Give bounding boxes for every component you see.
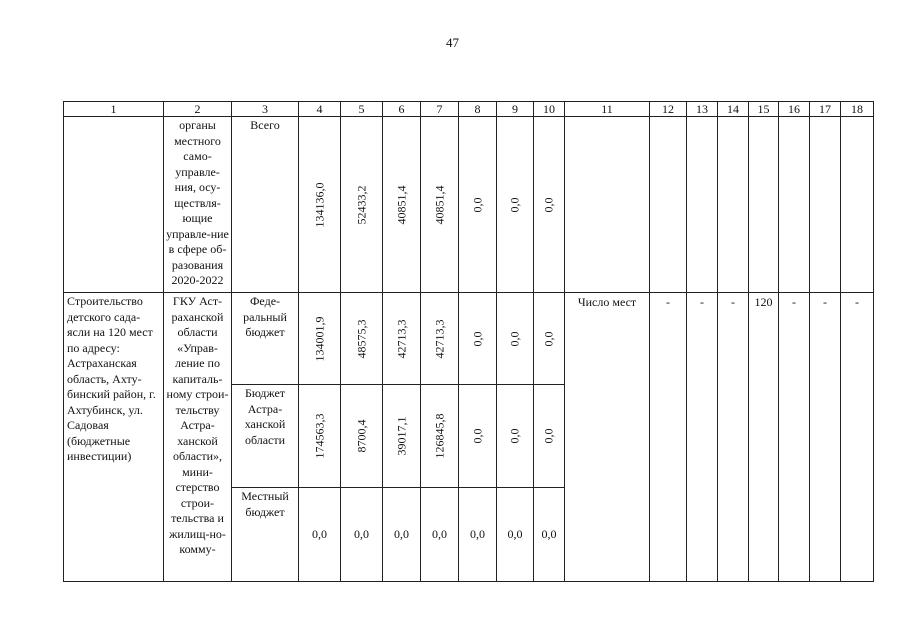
table-row: [64, 293, 874, 385]
header-cell: 8: [459, 102, 497, 117]
cell-value: 0,0: [341, 488, 383, 582]
header-cell: 1: [64, 102, 164, 117]
budget-table: [63, 101, 874, 582]
cell-indicator-value: 120: [749, 293, 779, 582]
cell-value: 0,0: [459, 385, 497, 488]
cell-value: 0,0: [459, 293, 497, 385]
cell-value: 42713,3: [421, 293, 459, 385]
cell-value: 0,0: [534, 117, 565, 293]
cell-source: Местный бюджет: [232, 488, 299, 582]
header-cell: 9: [497, 102, 534, 117]
header-cell: 13: [687, 102, 718, 117]
cell-empty: [687, 117, 718, 293]
cell-empty: [779, 117, 810, 293]
cell-value: 0,0: [534, 293, 565, 385]
cell-value: 48575,3: [341, 293, 383, 385]
cell-indicator-value: -: [687, 293, 718, 582]
cell-indicator-value: -: [841, 293, 874, 582]
header-cell: 2: [164, 102, 232, 117]
cell-indicator-value: -: [810, 293, 841, 582]
cell-empty: [64, 117, 164, 293]
cell-value: 134136,0: [299, 117, 341, 293]
page-number: 47: [446, 35, 459, 50]
cell-value: 0,0: [497, 385, 534, 488]
header-cell: 16: [779, 102, 810, 117]
cell-value: 42713,3: [383, 293, 421, 385]
cell-value: 134001,9: [299, 293, 341, 385]
cell-value: 0,0: [459, 488, 497, 582]
cell-value: 0,0: [534, 385, 565, 488]
header-row: [64, 102, 874, 117]
cell-source: Феде-ральный бюджет: [232, 293, 299, 385]
cell-source: Всего: [232, 117, 299, 293]
cell-object: Строительство детского сада-ясли на 120 мест по адресу: Астраханская область, Ахту-бинский район, г. Ахтубинск, ул. Садовая (бюджетные инвестиции): [64, 293, 164, 582]
cell-empty: [565, 117, 650, 293]
cell-empty: [841, 117, 874, 293]
cell-value: 0,0: [421, 488, 459, 582]
cell-value: 40851,4: [383, 117, 421, 293]
cell-empty: [810, 117, 841, 293]
cell-executor: органы местного само-управле-ния, осу-ществля-ющие управле-ние в сфере об-разования 2020-2022: [164, 117, 232, 293]
cell-empty: [749, 117, 779, 293]
cell-value: 174563,3: [299, 385, 341, 488]
cell-value: 126845,8: [421, 385, 459, 488]
header-cell: 12: [650, 102, 687, 117]
cell-value: 0,0: [497, 117, 534, 293]
header-cell: 15: [749, 102, 779, 117]
cell-value: 0,0: [497, 293, 534, 385]
cell-value: 40851,4: [421, 117, 459, 293]
header-cell: 11: [565, 102, 650, 117]
cell-indicator-value: -: [650, 293, 687, 582]
cell-empty: [650, 117, 687, 293]
header-cell: 6: [383, 102, 421, 117]
cell-empty: [718, 117, 749, 293]
header-cell: 18: [841, 102, 874, 117]
table-row: [64, 117, 874, 293]
header-cell: 3: [232, 102, 299, 117]
cell-indicator: Число мест: [565, 293, 650, 582]
header-cell: 10: [534, 102, 565, 117]
cell-value: 52433,2: [341, 117, 383, 293]
cell-value: 8700,4: [341, 385, 383, 488]
cell-value: 39017,1: [383, 385, 421, 488]
cell-value: 0,0: [383, 488, 421, 582]
cell-source: Бюджет Астра-ханской области: [232, 385, 299, 488]
cell-value: 0,0: [534, 488, 565, 582]
cell-value: 0,0: [299, 488, 341, 582]
cell-indicator-value: -: [779, 293, 810, 582]
header-cell: 5: [341, 102, 383, 117]
cell-value: 0,0: [497, 488, 534, 582]
cell-value: 0,0: [459, 117, 497, 293]
header-cell: 7: [421, 102, 459, 117]
header-cell: 17: [810, 102, 841, 117]
header-cell: 4: [299, 102, 341, 117]
cell-indicator-value: -: [718, 293, 749, 582]
header-cell: 14: [718, 102, 749, 117]
cell-executor: ГКУ Аст-раханской области «Управ-ление по капиталь-ному строи-тельству Астра-ханской области», мини-стерство строи-тельства и жилищ-но-комму-: [164, 293, 232, 582]
